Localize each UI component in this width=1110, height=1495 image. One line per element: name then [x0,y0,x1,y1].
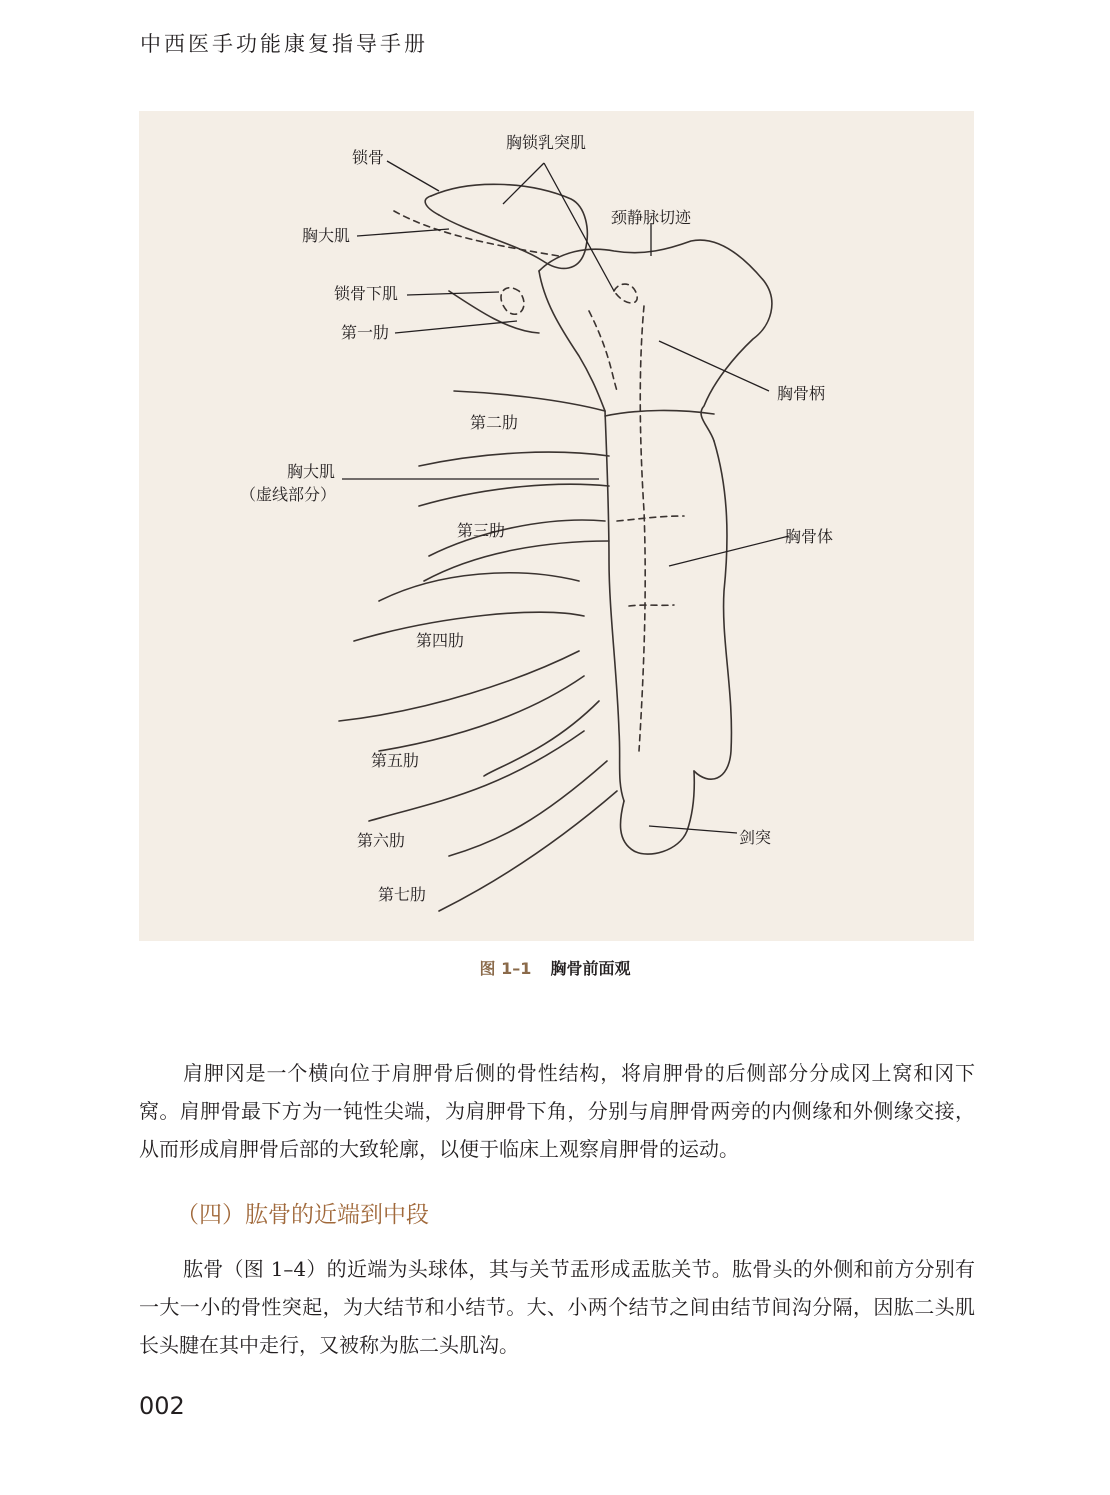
figure-caption [0,956,1110,979]
label-pec-major-dashed: 胸大肌 [287,462,336,481]
label-clavicle: 锁骨 [352,148,385,167]
label-subclavius: 锁骨下肌 [334,284,399,303]
body-paragraph-humerus: 肱骨（图 1–4）的近端为头球体，其与关节盂形成盂肱关节。肱骨头的外侧和前方分别有一大一小的骨性突起，为大结节和小结节。大、小两个结节之间由结节间沟分隔，因肱二头肌长头腱在其中走行，又被称为肱二头肌沟。 [139,1257,975,1357]
figure-title: 胸骨前面观 [550,959,631,978]
sternum-figure [139,111,974,941]
running-head: 中西医手功能康复指导手册 [140,32,428,56]
label-xiphoid: 剑突 [739,828,772,847]
label-manubrium: 胸骨柄 [777,384,826,403]
sternum-illustration [139,111,974,941]
label-rib7: 第七肋 [378,885,427,904]
label-pec-major-dashed-note: （虚线部分） [240,485,337,504]
label-rib3: 第三肋 [457,521,506,540]
body-paragraph-scapula: 肩胛冈是一个横向位于肩胛骨后侧的骨性结构，将肩胛骨的后侧部分分成冈上窝和冈下窝。肩胛骨最下方为一钝性尖端，为肩胛骨下角，分别与肩胛骨两旁的内侧缘和外侧缘交接，从而形成肩胛骨后部的大致轮廓，以便于临床上观察肩胛骨的运动。 [139,1061,975,1161]
page-number: 002 [139,1392,185,1420]
label-rib2: 第二肋 [470,413,519,432]
label-jugular-notch: 颈静脉切迹 [611,208,692,227]
label-rib6: 第六肋 [357,831,406,850]
label-pec-major: 胸大肌 [302,226,351,245]
label-rib5: 第五肋 [371,751,420,770]
label-sternal-body: 胸骨体 [785,527,834,546]
label-rib4: 第四肋 [416,631,465,650]
figure-number: 图 1–1 [479,959,532,978]
label-rib1: 第一肋 [341,323,390,342]
section-heading: （四）肱骨的近端到中段 [176,1202,429,1228]
label-scm: 胸锁乳突肌 [506,133,587,152]
